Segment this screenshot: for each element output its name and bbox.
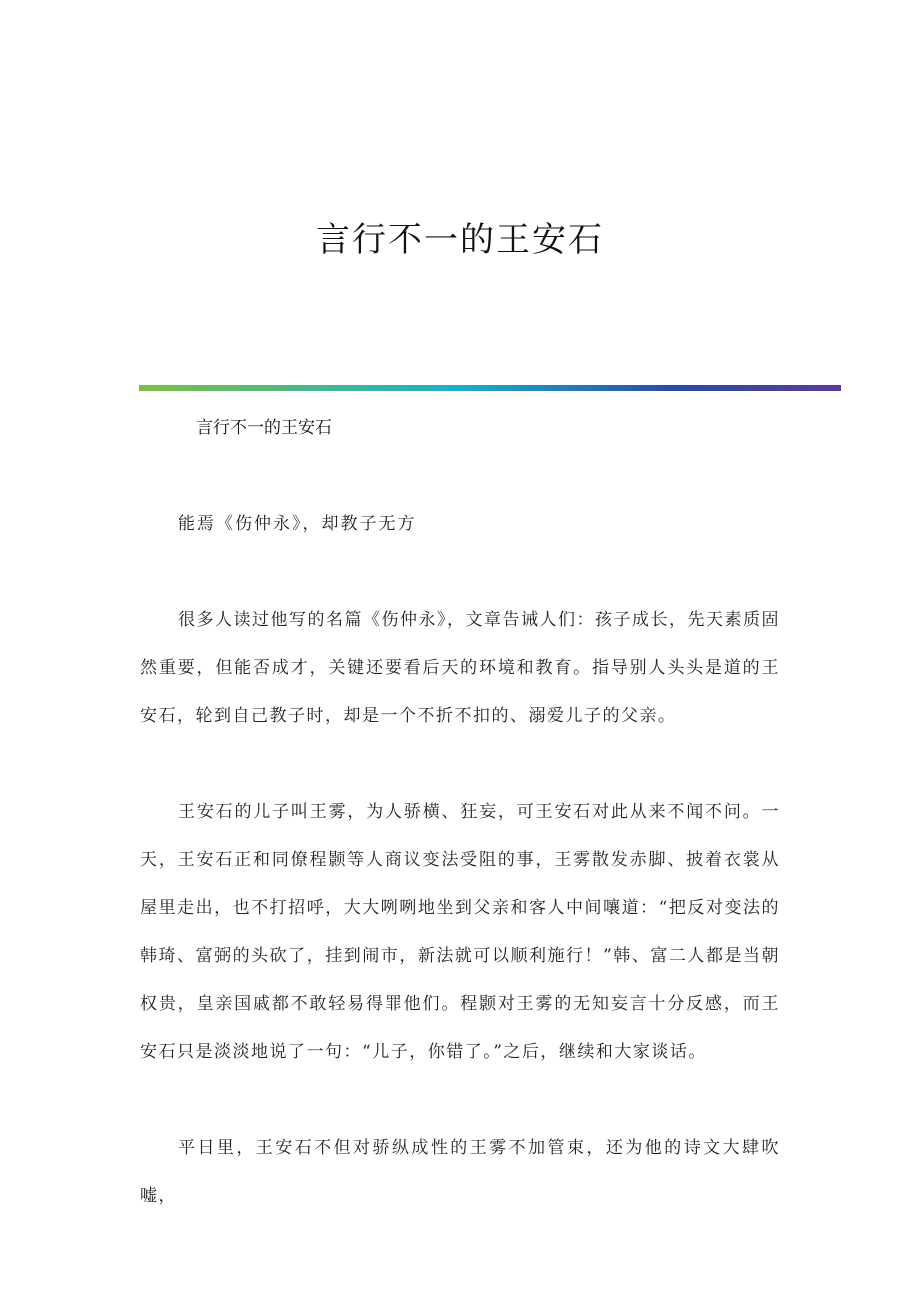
paragraph-3: 平日里，王安石不但对骄纵成性的王雾不加管束，还为他的诗文大肆吹嘘， xyxy=(140,1138,780,1206)
paragraph-2: 王安石的儿子叫王雾，为人骄横、狂妄，可王安石对此从来不闻不问。一天，王安石正和同僚程颢等人商议变法受阻的事，王雾散发赤脚、披着衣裳从屋里走出，也不打招呼，大大咧咧地坐到父亲和客人中间嚷道：“把反对变法的韩琦、富弼的头砍了，挂到闹市，新法就可以顺利施行！”韩、富二人都是当朝权贵，皇亲国戚都不敢轻易得罪他们。程颢对王雾的无知妄言十分反感，而王安石只是淡淡地说了一句：“儿子，你错了。”之后，继续和大家谈话。 xyxy=(140,802,780,1062)
section-heading: 言行不一的王安石 xyxy=(196,418,332,438)
paragraph-1: 很多人读过他写的名篇《伤仲永》，文章告诫人们：孩子成长，先天素质固然重要，但能否成才，关键还要看后天的环境和教育。指导别人头头是道的王安石，轮到自己教子时，却是一个不折不扣的、溺爱儿子的父亲。 xyxy=(140,610,780,726)
gradient-divider xyxy=(139,385,841,391)
document-title: 言行不一的王安石 xyxy=(316,220,604,260)
subtitle: 能焉《伤仲永》，却教子无方 xyxy=(178,514,417,534)
